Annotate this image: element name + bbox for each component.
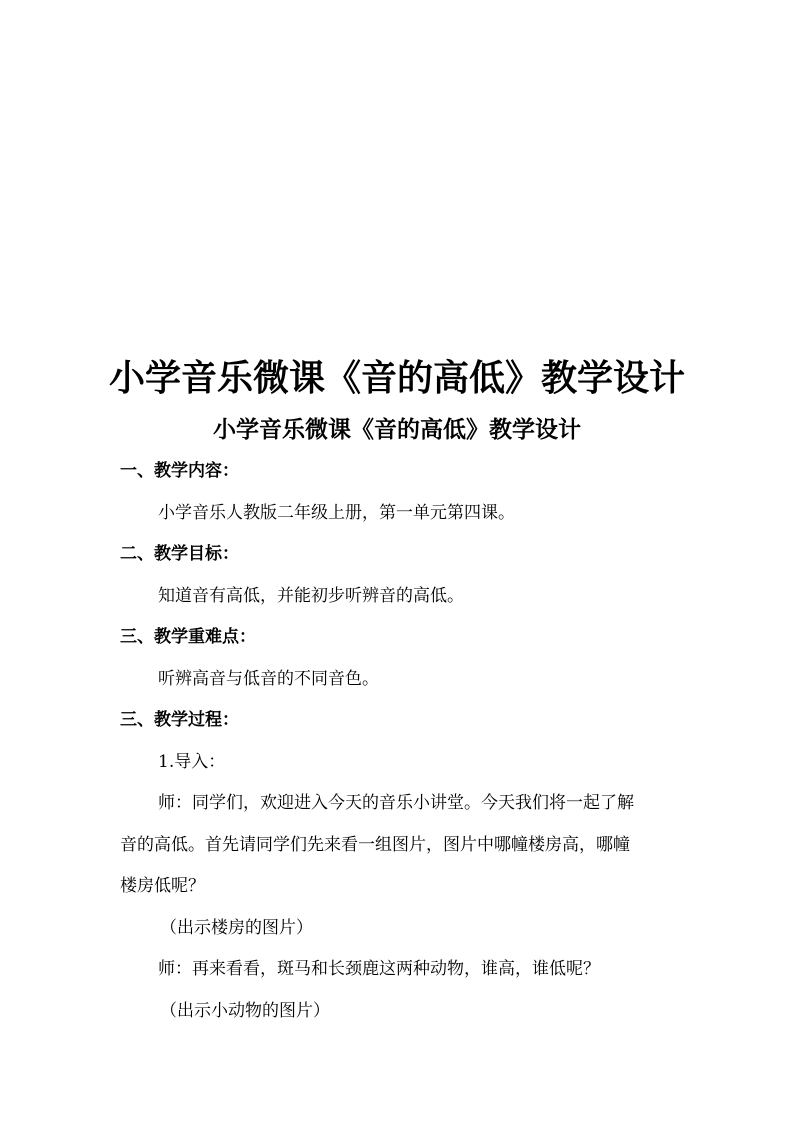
- section-heading-objectives: 二、教学目标：: [120, 544, 239, 564]
- document-subtitle: 小学音乐微课《音的高低》教学设计: [213, 416, 581, 443]
- process-step-intro: 1.导入：: [158, 752, 226, 772]
- section-body-content: 小学音乐人教版二年级上册，第一单元第四课。: [158, 503, 515, 523]
- document-title: 小学音乐微课《音的高低》教学设计: [108, 357, 685, 399]
- process-note-buildings: （出示楼房的图片）: [160, 918, 313, 938]
- section-heading-key-points: 三、教学重难点：: [120, 627, 256, 647]
- process-paragraph-line: 师：再来看看，斑马和长颈鹿这两种动物，谁高，谁低呢？: [158, 959, 600, 979]
- section-body-objectives: 知道音有高低，并能初步听辨音的高低。: [158, 586, 464, 606]
- process-paragraph-line: 师：同学们，欢迎进入今天的音乐小讲堂。今天我们将一起了解: [158, 793, 634, 813]
- section-body-key-points: 听辨高音与低音的不同音色。: [158, 669, 379, 689]
- process-paragraph-line: 楼房低呢？: [120, 876, 205, 896]
- process-paragraph-line: 音的高低。首先请同学们先来看一组图片，图片中哪幢楼房高，哪幢: [120, 835, 630, 855]
- section-heading-content: 一、教学内容：: [120, 461, 239, 481]
- process-note-animals: （出示小动物的图片）: [160, 1001, 330, 1021]
- section-heading-process: 三、教学过程：: [120, 710, 239, 730]
